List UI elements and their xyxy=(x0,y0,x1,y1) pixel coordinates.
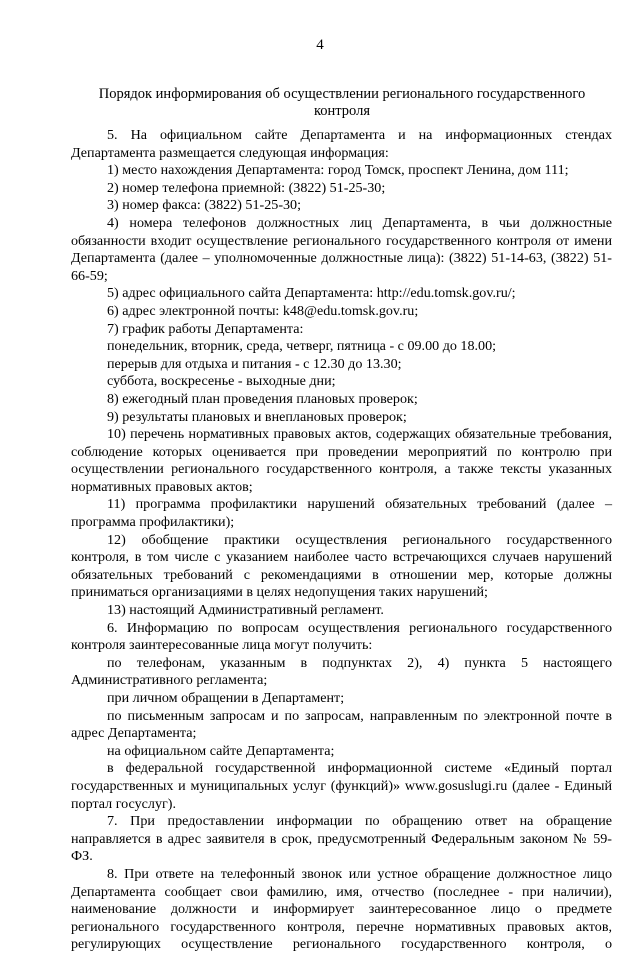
list-item-6: 6) адрес электронной почты: k48@edu.tomsk.gov.ru; xyxy=(107,302,419,319)
info-source-phone: по телефонам, указанным в подпунктах 2), 4) пункта 5 настоящего Административного регламента; xyxy=(71,654,612,689)
info-source-written: по письменным запросам и по запросам, направленным по электронной почте в адрес Департамента; xyxy=(71,707,612,742)
list-item-11: 11) программа профилактики нарушений обязательных требований (далее – программа профилактики); xyxy=(71,496,612,531)
list-item-3: 3) номер факса: (3822) 51-25-30; xyxy=(107,197,302,214)
paragraph-5: 5. На официальном сайте Департамента и на информационных стендах Департамента размещается следующая информация: xyxy=(71,127,612,161)
paragraph-8: 8. При ответе на телефонный звонок или устное обращение должностное лицо Департамента сообщает свои фамилию, имя, отчество (последнее - при наличии), наименование должности и информирует заинтересованное лицо о предмете регионального государственного контроля, перечне нормативных правовых актов, регулирующих осуществление регионального государственного контроля, о xyxy=(71,865,612,953)
list-item-2: 2) номер телефона приемной: (3822) 51-25-30; xyxy=(107,179,386,196)
paragraph-6: 6. Информацию по вопросам осуществления регионального государственного контроля заинтересованные лица могут получить: xyxy=(71,619,612,654)
schedule-weekend: суббота, воскресенье - выходные дни; xyxy=(107,373,336,390)
section-title: Порядок информирования об осуществлении регионального государственного контроля xyxy=(98,86,586,119)
list-item-12: 12) обобщение практики осуществления регионального государственного контроля, в том числе с указанием наиболее часто встречающихся случаев нарушений обязательных требований с рекомендациями в отношении мер, которые должны приниматься организациями в целях недопущения таких нарушений; xyxy=(71,531,612,601)
info-source-in-person: при личном обращении в Департамент; xyxy=(107,690,345,706)
list-item-5: 5) адрес официального сайта Департамента: http://edu.tomsk.gov.ru/; xyxy=(107,285,516,302)
list-item-10: 10) перечень нормативных правовых актов, содержащих обязательные требования, соблюдение которых оценивается при проведении мероприятий по контролю при осуществлении регионального государственного контроля, а также тексты указанных нормативных правовых актов; xyxy=(71,426,612,495)
list-item-7: 7) график работы Департамента: xyxy=(107,320,304,337)
document-body xyxy=(71,127,612,954)
schedule-weekdays: понедельник, вторник, среда, четверг, пятница - с 09.00 до 18.00; xyxy=(107,338,497,355)
list-item-1: 1) место нахождения Департамента: город Томск, проспект Ленина, дом 111; xyxy=(107,162,569,179)
list-item-13: 13) настоящий Административный регламент. xyxy=(107,602,384,619)
list-item-9: 9) результаты плановых и внеплановых проверок; xyxy=(107,408,407,425)
list-item-4: 4) номера телефонов должностных лиц Департамента, в чьи должностные обязанности входит осуществление регионального государственного контроля от имени Департамента (далее – уполномоченные должностные лица): (3822) 51-14-63, (3822) 51-66-59; xyxy=(71,214,612,284)
info-source-website: на официальном сайте Департамента; xyxy=(107,742,335,759)
schedule-break: перерыв для отдыха и питания - с 12.30 до 13.30; xyxy=(107,355,402,372)
list-item-8: 8) ежегодный план проведения плановых проверок; xyxy=(107,390,418,407)
info-source-portal: в федеральной государственной информационной системе «Единый портал государственных и муниципальных услуг (функций)» www.gosuslugi.ru (далее - Единый портал госуслуг). xyxy=(71,760,612,812)
paragraph-7: 7. При предоставлении информации по обращению ответ на обращение направляется в адрес заявителя в срок, предусмотренный Федеральным законом № 59-ФЗ. xyxy=(71,813,612,865)
page-number: 4 xyxy=(316,37,324,53)
